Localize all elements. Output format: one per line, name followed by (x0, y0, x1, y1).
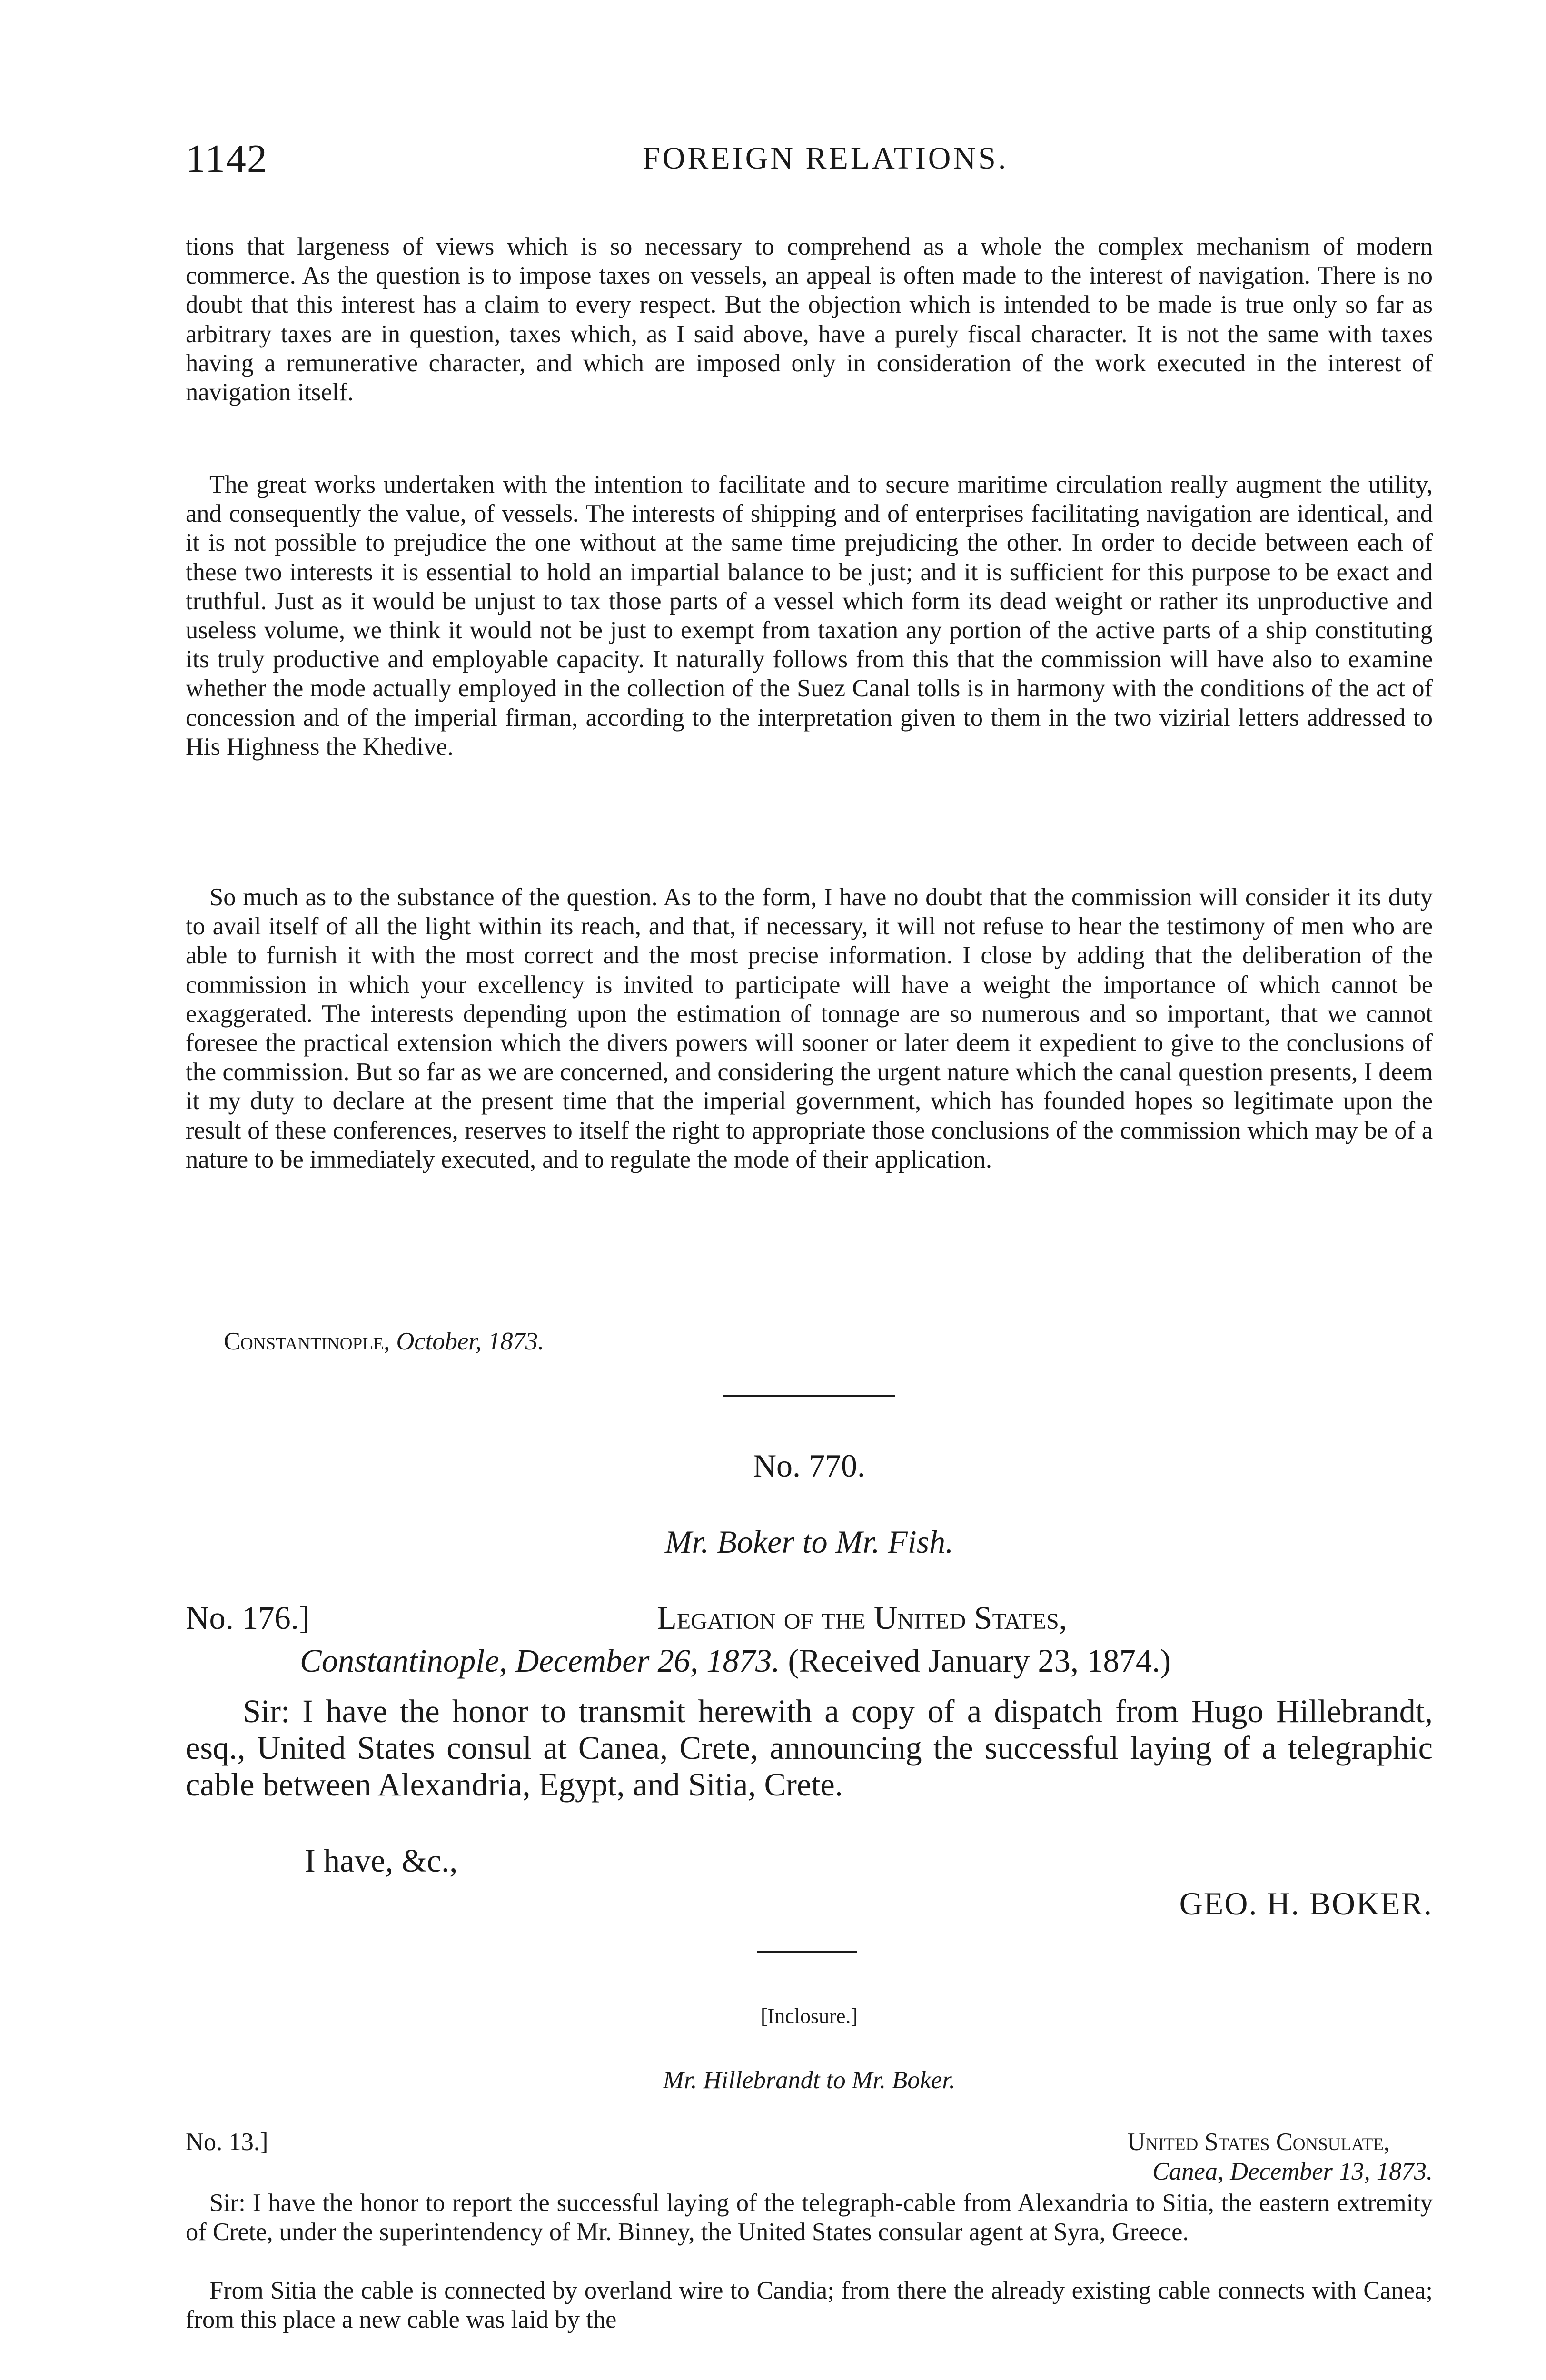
closing-line: I have, &c., (305, 1843, 458, 1879)
inclosure-label: [Inclosure.] (760, 2004, 858, 2028)
dateline (224, 1327, 544, 1356)
paragraph-substance-form: So much as to the substance of the question. As to the form, I have no doubt that the commission will consider it its duty to avail itself of all the light within its reach, and that, if necessary, it will not refuse to hear the testimony of men who are able to furnish it with the most correct and the most precise information. I close by adding that the deliberation of the commission in which your excellency is invited to participate will have a weight the importance of which cannot be exaggerated. The interests depending upon the estimation of tonnage are so numerous and so important, that we cannot foresee the practical extension which the divers powers will sooner or later deem it expedient to give to the conclusions of the commission. But so far as we are concerned, and considering the urgent nature which the canal question presents, I deem it my duty to declare at the present time that the imperial government, which has founded hopes so legitimate upon the result of these conferences, reserves to itself the right to appropriate those conclusions of the commission which may be of a nature to be immediately executed, and to regulate the mode of their application. (186, 883, 1433, 1173)
page-number: 1142 (186, 137, 268, 181)
running-head: FOREIGN RELATIONS. (643, 141, 1009, 176)
dispatch-date-line (300, 1642, 1171, 1680)
dispatch-place-date: Constantinople, December 26, 1873. (300, 1643, 780, 1679)
dispatch-number: No. 176.] (186, 1600, 310, 1636)
inclosure-title: Mr. Hillebrandt to Mr. Boker. (663, 2066, 955, 2094)
document-title: Mr. Boker to Mr. Fish. (664, 1524, 954, 1560)
legation-heading: Legation of the United States, (657, 1600, 1067, 1636)
signature: GEO. H. BOKER. (1179, 1885, 1433, 1922)
dateline-place: Constantinople, (224, 1328, 390, 1355)
paragraph-maritime-works: The great works undertaken with the intention to facilitate and to secure maritime circulation really augment the utility, and consequently the value, of vessels. The interests of shipping and of enterprises facilitating navigation are identical, and it is not possible to prejudice the one without at the same time prejudicing the other. In order to decide between each of these two interests it is essential to hold an impartial balance to be just; and it is sufficient for this purpose to be exact and truthful. Just as it would be unjust to tax those parts of a vessel which form its dead weight or rather its unproductive and useless volume, we think it would not be just to exempt from taxation any portion of the active parts of a ship constituting its truly productive and employable capacity. It naturally follows from this that the commission will have also to examine whether the mode actually employed in the collection of the Suez Canal tolls is in harmony with the conditions of the act of concession and of the imperial firman, according to the interpretation given to them in the two vizirial letters addressed to His Highness the Khedive. (186, 471, 1433, 761)
inclosure-dispatch-number: No. 13.] (186, 2128, 268, 2156)
consulate-heading: United States Consulate, (1127, 2128, 1390, 2156)
page-header (186, 136, 1433, 193)
paragraph-continued: tions that largeness of views which is so necessary to comprehend as a whole the complex mechanism of modern commerce. As the question is to impose taxes on vessels, an appeal is often made to the interest of navigation. There is no doubt that this interest has a claim to every respect. But the objection which is intended to be made is true only so far as arbitrary taxes are in question, taxes which, as I said above, have a purely fiscal character. It is not the same with taxes having a remunerative character, and which are imposed only in consideration of the work executed in the interest of navigation itself. (186, 233, 1433, 407)
received-date: (Received January 23, 1874.) (788, 1643, 1171, 1679)
inclosure-paragraph-2: From Sitia the cable is connected by overland wire to Candia; from there the already existing cable connects with Canea; from this place a new cable was laid by the (186, 2277, 1433, 2334)
inclosure-divider (757, 1951, 857, 1953)
document-number: No. 770. (753, 1448, 866, 1484)
section-divider (723, 1395, 895, 1397)
consulate-place-date: Canea, December 13, 1873. (1152, 2158, 1433, 2185)
dispatch-body: Sir: I have the honor to transmit herewith a copy of a dispatch from Hugo Hillebrandt, esq., United States consul at Canea, Crete, announcing the successful laying of a telegraphic cable between Alexandria, Egypt, and Sitia, Crete. (186, 1693, 1433, 1803)
dateline-date: October, 1873. (396, 1328, 545, 1355)
inclosure-paragraph-1: Sir: I have the honor to report the successful laying of the telegraph-cable from Alexandria to Sitia, the eastern extremity of Crete, under the superintendency of Mr. Binney, the United States consular agent at Syra, Greece. (186, 2189, 1433, 2246)
